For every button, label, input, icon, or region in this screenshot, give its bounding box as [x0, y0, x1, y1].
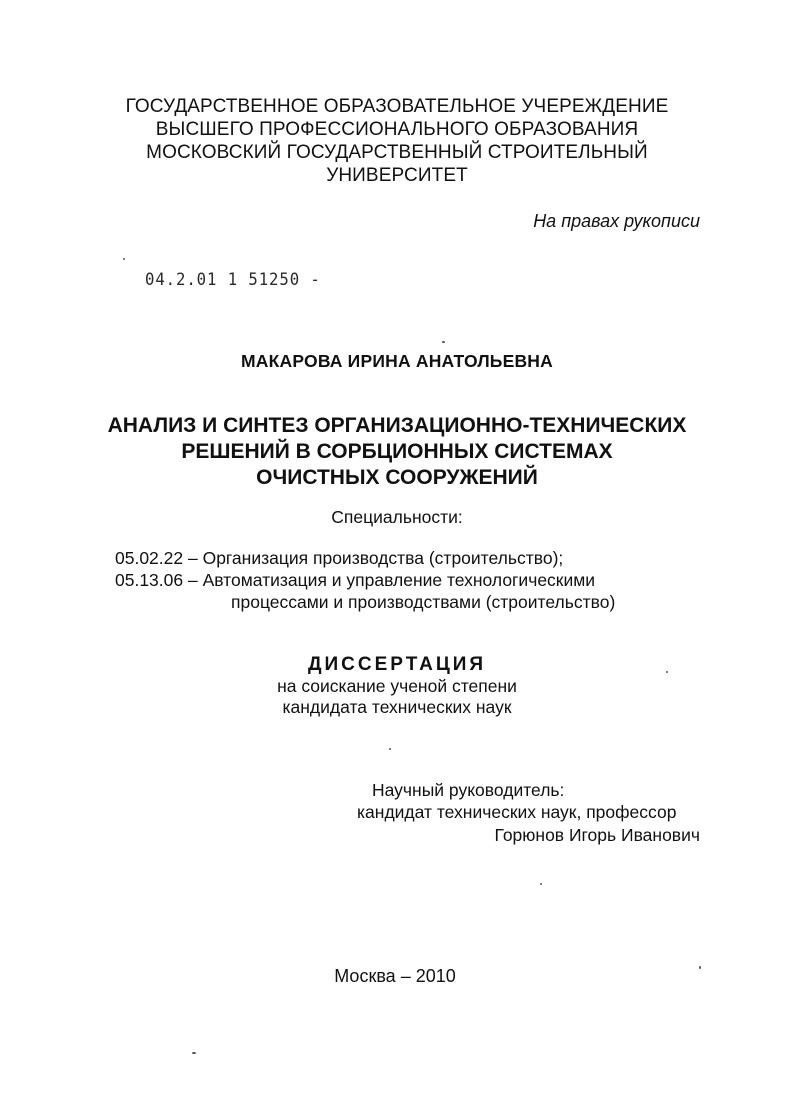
scan-speck — [389, 748, 391, 750]
thesis-title-line-1: АНАЛИЗ И СИНТЕЗ ОРГАНИЗАЦИОННО-ТЕХНИЧЕСКИХ — [107, 414, 687, 437]
scan-speck — [442, 341, 445, 343]
advisor-label: Научный руководитель: — [372, 780, 565, 800]
institution-line-2: ВЫСШЕГО ПРОФЕССИОНАЛЬНОГО ОБРАЗОВАНИЯ — [155, 119, 639, 140]
author-name: МАКАРОВА ИРИНА АНАТОЛЬЕВНА — [241, 351, 553, 371]
institution-line-3: МОСКОВСКИЙ ГОСУДАРСТВЕННЫЙ СТРОИТЕЛЬНЫЙ — [146, 142, 648, 163]
specialty-item: 05.02.22 – Организация производства (строительство); — [115, 548, 564, 568]
dissertation-heading: ДИССЕРТАЦИЯ — [307, 654, 487, 675]
scan-speck — [540, 883, 542, 885]
dissertation-line-2: кандидата технических наук — [282, 697, 512, 717]
advisor-name: Горюнов Игорь Иванович — [494, 825, 700, 845]
specialty-item-continuation: процессами и производствами (строительство) — [231, 592, 616, 612]
manuscript-note: На правах рукописи — [533, 211, 700, 231]
scan-speck — [666, 671, 668, 673]
scan-speck — [699, 966, 701, 969]
thesis-title-line-2: РЕШЕНИЙ В СОРБЦИОННЫХ СИСТЕМАХ — [181, 440, 613, 463]
scan-speck — [123, 258, 125, 260]
city-year: Москва – 2010 — [334, 966, 456, 986]
institution-line-4: УНИВЕРСИТЕТ — [326, 165, 468, 186]
registry-stamp: 04.2.01 1 51250 - — [145, 270, 321, 290]
advisor-degree: кандидат технических наук, профессор — [357, 802, 677, 822]
specialties-label: Специальности: — [331, 507, 463, 527]
dissertation-line-1: на соискание ученой степени — [277, 676, 517, 696]
scan-speck — [192, 1052, 196, 1054]
specialties-list — [115, 547, 615, 613]
specialty-item: 05.13.06 – Автоматизация и управление технологическими — [115, 570, 596, 590]
thesis-title-line-3: ОЧИСТНЫХ СООРУЖЕНИЙ — [256, 466, 538, 489]
institution-line-1: ГОСУДАРСТВЕННОЕ ОБРАЗОВАТЕЛЬНОЕ УЧЕРЕЖДЕНИЕ — [125, 96, 669, 117]
